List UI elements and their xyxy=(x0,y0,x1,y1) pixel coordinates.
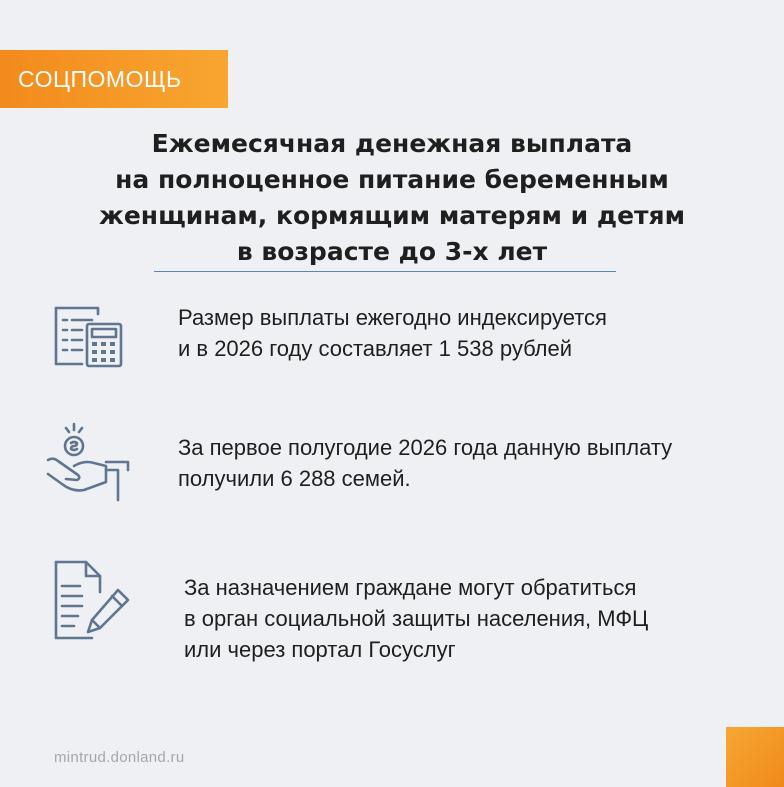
list-item xyxy=(184,572,648,665)
title-line: Ежемесячная денежная выплата xyxy=(151,129,633,158)
category-tag xyxy=(0,50,228,108)
title-divider xyxy=(154,271,616,272)
corner-accent xyxy=(726,727,784,787)
title-line: в возрасте до 3-х лет xyxy=(236,237,548,266)
item-text-line: За первое полугодие 2026 года данную выплату xyxy=(178,435,673,460)
title-line: женщинам, кормящим матерям и детям xyxy=(98,201,686,230)
item-text-line: За назначением граждане могут обратиться xyxy=(184,575,637,600)
item-text-line: Размер выплаты ежегодно индексируется xyxy=(178,305,607,330)
title-line: на полноценное питание беременным xyxy=(115,165,669,194)
item-text-line: получили 6 288 семей. xyxy=(178,466,411,491)
item-text-line: и в 2026 году составляет 1 538 рублей xyxy=(178,336,573,361)
list-item xyxy=(178,432,672,494)
page-title xyxy=(40,126,744,270)
footer-site: mintrud.donland.ru xyxy=(54,749,185,766)
hand-coin-icon xyxy=(44,422,132,502)
item-text-line: или через портал Госуслуг xyxy=(184,637,456,662)
category-tag-label: СОЦПОМОЩЬ xyxy=(18,65,182,92)
document-calculator-icon xyxy=(52,302,126,370)
list-item xyxy=(178,302,607,364)
document-pen-icon xyxy=(52,558,136,642)
item-text-line: в орган социальной защиты населения, МФЦ xyxy=(184,606,649,631)
